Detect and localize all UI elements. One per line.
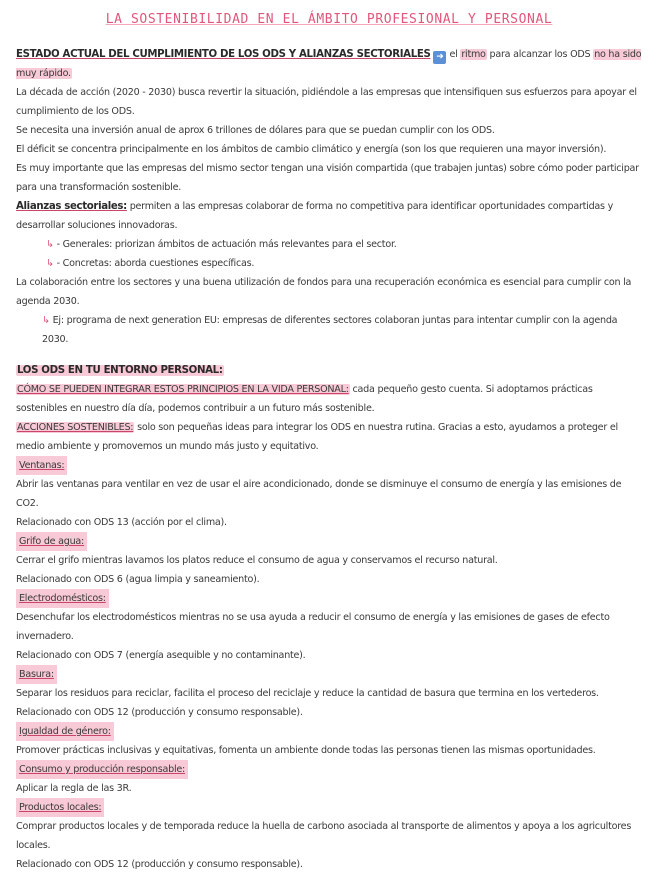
acciones-text: solo son pequeñas ideas para integrar los ODS en nuestra rutina. Gracias a esto, ayudamos a proteger el medio ambiente y promovemos un mundo más justo y equitativo.	[16, 422, 618, 452]
item-title: Igualdad de género:	[16, 722, 114, 741]
item-ods: Relacionado con ODS 13 (acción por el clima).	[16, 517, 227, 528]
paragraph-vision: Es muy importante que las empresas del mismo sector tengan una visión compartida (que trabajen juntas) sobre cómo poder participar para una transformación sostenible.	[16, 163, 639, 193]
section2-heading-line	[16, 361, 642, 380]
paragraph-alianzas	[16, 197, 642, 235]
paragraph-colaboracion: La colaboración entre los sectores y una buena utilización de fondos para una recuperación económica es esencial para cumplir con la agenda 2030.	[16, 277, 632, 307]
spacer	[16, 349, 642, 361]
paragraph-acciones	[16, 418, 642, 456]
list-item	[16, 798, 642, 874]
paragraph-decada: La década de acción (2020 - 2030) busca revertir la situación, pidiéndole a las empresas que intensifiquen sus esfuerzos para apoyar el cumplimiento de los ODS.	[16, 87, 637, 117]
item-text: Separar los residuos para reciclar, facilita el proceso del reciclaje y reduce la cantidad de basura que termina en los vertederos.	[16, 688, 599, 699]
alianzas-text: permiten a las empresas colaborar de forma no competitiva para identificar oportunidades compartidas y desarrollar soluciones innovadoras.	[16, 201, 614, 231]
paragraph-deficit: El déficit se concentra principalmente en los ámbitos de cambio climático y energía (son los que requieren una mayor inversión).	[16, 144, 607, 155]
list-item	[16, 589, 642, 665]
item-text: Abrir las ventanas para ventilar en vez de usar el aire acondicionado, donde se disminuye el consumo de energía y las emisiones de CO2.	[16, 479, 622, 509]
paragraph-inversion: Se necesita una inversión anual de aprox 6 trillones de dólares para que se puedan cumplir con los ODS.	[16, 125, 495, 136]
section1-intro: ESTADO ACTUAL DEL CUMPLIMIENTO DE LOS ODS Y ALIANZAS SECTORIALES ➜ el ritmo para alcanzar los ODS no ha sido muy rápido.	[16, 49, 642, 79]
item-text: Comprar productos locales y de temporada reduce la huella de carbono asociada al transporte de alimentos y apoya a los agricultores locales.	[16, 821, 632, 851]
list-item	[16, 532, 642, 589]
item-ods: Relacionado con ODS 12 (producción y consumo responsable).	[16, 859, 303, 870]
acciones-label: ACCIONES SOSTENIBLES:	[17, 422, 134, 433]
item-title: Ventanas:	[16, 456, 67, 475]
bullet-ejemplo: ↳ Ej: programa de next generation EU: empresas de diferentes sectores colaboran juntas para intentar cumplir con la agenda 2030.	[42, 315, 618, 345]
list-item	[16, 760, 642, 798]
list-item	[16, 722, 642, 760]
item-title: Grifo de agua:	[16, 532, 87, 551]
integrar-text: cada pequeño gesto cuenta. Si adoptamos prácticas sostenibles en nuestro día día, podemos contribuir a un futuro más sostenible.	[16, 384, 593, 414]
page-title: LA SOSTENIBILIDAD EN EL ÁMBITO PROFESIONAL Y PERSONAL	[105, 12, 553, 27]
item-title: Electrodomésticos:	[16, 589, 109, 608]
item-ods: Relacionado con ODS 6 (agua limpia y saneamiento).	[16, 574, 260, 585]
item-title: Productos locales:	[16, 798, 104, 817]
paragraph-integrar	[16, 380, 642, 418]
right-arrow-icon: ➜	[433, 51, 446, 64]
item-ods: Relacionado con ODS 7 (energía asequible y no contaminante).	[16, 650, 306, 661]
item-title: Consumo y producción responsable:	[16, 760, 188, 779]
item-title: Basura:	[16, 665, 57, 684]
alianzas-label: Alianzas sectoriales:	[16, 201, 127, 212]
item-text: Desenchufar los electrodomésticos mientras no se usa ayuda a reducir el consumo de energía y las emisiones de gases de efecto invernadero.	[16, 612, 610, 642]
bullet-generales: ↳ - Generales: priorizan ámbitos de actuación más relevantes para el sector.	[46, 239, 397, 250]
item-text: Cerrar el grifo mientras lavamos los platos reduce el consumo de agua y conservamos el recurso natural.	[16, 555, 498, 566]
list-item	[16, 456, 642, 532]
item-text: Aplicar la regla de las 3R.	[16, 783, 132, 794]
section1-heading: ESTADO ACTUAL DEL CUMPLIMIENTO DE LOS ODS Y ALIANZAS SECTORIALES	[16, 49, 431, 60]
action-list	[16, 456, 642, 874]
section2-heading: LOS ODS EN TU ENTORNO PERSONAL:	[17, 365, 223, 376]
integrar-label: CÓMO SE PUEDEN INTEGRAR ESTOS PRINCIPIOS EN LA VIDA PERSONAL:	[17, 384, 349, 395]
list-item	[16, 665, 642, 722]
item-text: Promover prácticas inclusivas y equitativas, fomenta un ambiente donde todas las personas tienen las mismas oportunidades.	[16, 745, 596, 756]
bullet-concretas: ↳ - Concretas: aborda cuestiones específicas.	[46, 258, 255, 269]
item-ods: Relacionado con ODS 12 (producción y consumo responsable).	[16, 707, 303, 718]
